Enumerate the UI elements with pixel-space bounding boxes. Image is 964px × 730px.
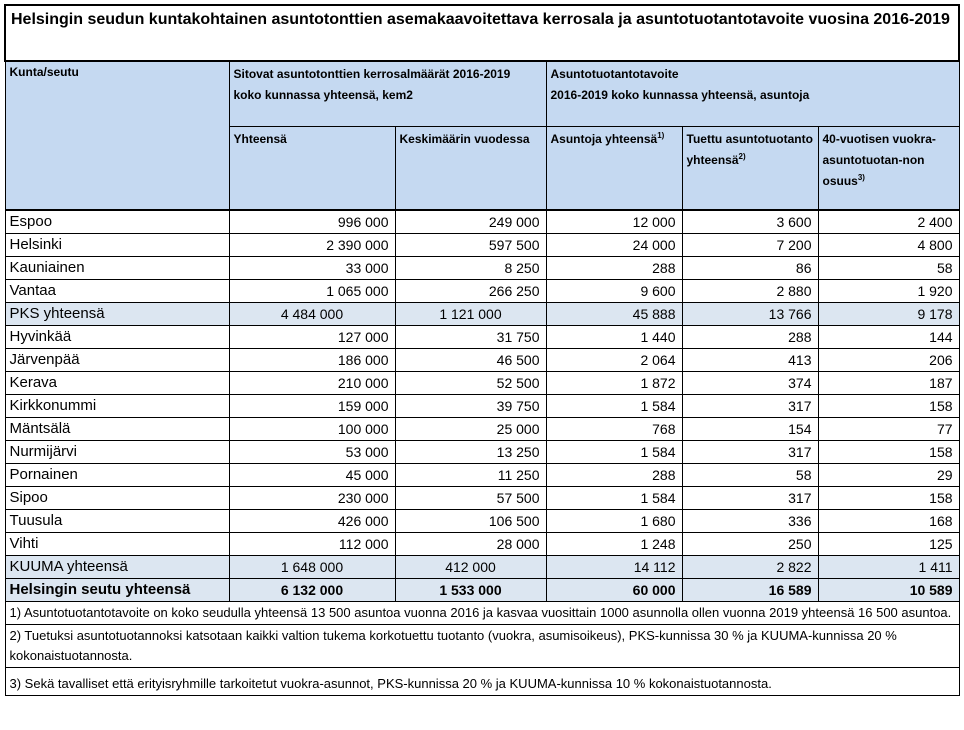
cell-asuntoja: 24 000 [546, 234, 682, 257]
cell-asuntoja: 45 888 [546, 303, 682, 326]
cell-tuettu: 3 600 [682, 210, 818, 234]
cell-tuettu: 7 200 [682, 234, 818, 257]
row-name: Kirkkonummi [5, 395, 229, 418]
footnote-row [5, 625, 959, 668]
cell-tuettu: 250 [682, 533, 818, 556]
cell-tuettu: 336 [682, 510, 818, 533]
cell-yhteensa: 1 065 000 [229, 280, 395, 303]
cell-tuettu: 317 [682, 487, 818, 510]
footnote-ref-2: 2) [738, 152, 746, 161]
cell-keskimaarin: 57 500 [395, 487, 546, 510]
subtotal-row-pks [5, 303, 959, 326]
cell-asuntoja: 1 440 [546, 326, 682, 349]
cell-vuokra-osuus: 144 [818, 326, 959, 349]
table-row [5, 280, 959, 303]
row-name: Kerava [5, 372, 229, 395]
cell-yhteensa: 100 000 [229, 418, 395, 441]
cell-yhteensa: 127 000 [229, 326, 395, 349]
cell-yhteensa: 159 000 [229, 395, 395, 418]
cell-keskimaarin: 11 250 [395, 464, 546, 487]
cell-keskimaarin: 8 250 [395, 257, 546, 280]
footnote-1: 1) Asuntotuotantotavoite on koko seudulla yhteensä 13 500 asuntoa vuonna 2016 ja kasvaa vuosittain 1000 asunnolla ollen vuonna 2019 yhteensä 16 500 asuntoa. [5, 602, 959, 625]
header-group-kerrosala-line1: Sitovat asuntotonttien kerrosalmäärät 2016-2019 [233, 67, 511, 81]
cell-asuntoja: 2 064 [546, 349, 682, 372]
header-group-asuntotuotanto-line1: Asuntotuotantotavoite [550, 67, 679, 81]
cell-tuettu: 154 [682, 418, 818, 441]
row-name: Hyvinkää [5, 326, 229, 349]
table-row [5, 257, 959, 280]
cell-keskimaarin: 1 121 000 [395, 303, 546, 326]
cell-vuokra-osuus: 125 [818, 533, 959, 556]
cell-keskimaarin: 597 500 [395, 234, 546, 257]
cell-yhteensa: 6 132 000 [229, 579, 395, 602]
cell-yhteensa: 45 000 [229, 464, 395, 487]
subtotal-row-kuuma [5, 556, 959, 579]
total-row [5, 579, 959, 602]
cell-tuettu: 413 [682, 349, 818, 372]
data-table [4, 4, 960, 696]
cell-yhteensa: 2 390 000 [229, 234, 395, 257]
cell-vuokra-osuus: 58 [818, 257, 959, 280]
header-asuntoja [546, 127, 682, 211]
cell-asuntoja: 12 000 [546, 210, 682, 234]
cell-keskimaarin: 39 750 [395, 395, 546, 418]
cell-yhteensa: 230 000 [229, 487, 395, 510]
header-yhteensa: Yhteensä [229, 127, 395, 211]
table-row [5, 510, 959, 533]
row-name: Mäntsälä [5, 418, 229, 441]
cell-vuokra-osuus: 158 [818, 487, 959, 510]
footnote-ref-3: 3) [857, 173, 865, 182]
footnote-ref-1: 1) [657, 131, 665, 140]
cell-vuokra-osuus: 1 920 [818, 280, 959, 303]
cell-yhteensa: 4 484 000 [229, 303, 395, 326]
cell-tuettu: 2 822 [682, 556, 818, 579]
table-row [5, 487, 959, 510]
row-name: Kauniainen [5, 257, 229, 280]
table-row [5, 372, 959, 395]
cell-vuokra-osuus: 187 [818, 372, 959, 395]
table-row [5, 441, 959, 464]
cell-tuettu: 13 766 [682, 303, 818, 326]
header-group-asuntotuotanto [546, 61, 959, 127]
cell-asuntoja: 1 248 [546, 533, 682, 556]
header-group-kerrosala [229, 61, 546, 127]
cell-tuettu: 16 589 [682, 579, 818, 602]
cell-vuokra-osuus: 77 [818, 418, 959, 441]
cell-keskimaarin: 249 000 [395, 210, 546, 234]
footnote-2: 2) Tuetuksi asuntotuotannoksi katsotaan kaikki valtion tukema korkotuettu tuotanto (vuokra, asumisoikeus), PKS-kunnissa 30 % ja KUUMA-kunnissa 20 % kokonaistuotannosta. [5, 625, 959, 668]
row-name: Pornainen [5, 464, 229, 487]
cell-asuntoja: 1 584 [546, 487, 682, 510]
table-row [5, 349, 959, 372]
cell-vuokra-osuus: 158 [818, 395, 959, 418]
cell-keskimaarin: 28 000 [395, 533, 546, 556]
cell-tuettu: 2 880 [682, 280, 818, 303]
row-name: Vihti [5, 533, 229, 556]
cell-vuokra-osuus: 158 [818, 441, 959, 464]
cell-vuokra-osuus: 206 [818, 349, 959, 372]
cell-asuntoja: 1 680 [546, 510, 682, 533]
cell-vuokra-osuus: 10 589 [818, 579, 959, 602]
table-row [5, 234, 959, 257]
table-title: Helsingin seudun kuntakohtainen asuntotonttien asemakaavoitettava kerrosala ja asuntotuotantotavoite vuosina 2016-2019 [5, 5, 959, 61]
header-kunta: Kunta/seutu [5, 61, 229, 210]
spreadsheet-table [4, 4, 958, 696]
footnote-row [5, 602, 959, 625]
table-row [5, 395, 959, 418]
header-tuettu-label: Tuettu asuntotuotanto yhteensä [686, 132, 813, 167]
cell-yhteensa: 186 000 [229, 349, 395, 372]
cell-keskimaarin: 31 750 [395, 326, 546, 349]
cell-asuntoja: 1 872 [546, 372, 682, 395]
cell-asuntoja: 60 000 [546, 579, 682, 602]
footnote-row [5, 668, 959, 696]
header-keskimaarin: Keskimäärin vuodessa [395, 127, 546, 211]
cell-keskimaarin: 25 000 [395, 418, 546, 441]
cell-asuntoja: 1 584 [546, 441, 682, 464]
footnote-3: 3) Sekä tavalliset että erityisryhmille tarkoitetut vuokra-asunnot, PKS-kunnissa 20 % ja KUUMA-kunnissa 10 % kokonaistuotannosta. [5, 668, 959, 696]
cell-tuettu: 86 [682, 257, 818, 280]
header-vuokra-osuus-label: 40-vuotisen vuokra-asuntotuotan-non osuus [822, 132, 936, 188]
table-row [5, 533, 959, 556]
cell-keskimaarin: 266 250 [395, 280, 546, 303]
cell-keskimaarin: 412 000 [395, 556, 546, 579]
cell-keskimaarin: 1 533 000 [395, 579, 546, 602]
header-group-kerrosala-line2: koko kunnassa yhteensä, kem2 [233, 88, 413, 102]
header-group-asuntotuotanto-line2: 2016-2019 koko kunnassa yhteensä, asuntoja [550, 88, 810, 102]
row-name: PKS yhteensä [5, 303, 229, 326]
row-name: Vantaa [5, 280, 229, 303]
cell-yhteensa: 33 000 [229, 257, 395, 280]
cell-keskimaarin: 13 250 [395, 441, 546, 464]
cell-tuettu: 317 [682, 395, 818, 418]
cell-tuettu: 58 [682, 464, 818, 487]
table-row [5, 326, 959, 349]
cell-vuokra-osuus: 2 400 [818, 210, 959, 234]
row-name: Nurmijärvi [5, 441, 229, 464]
row-name: KUUMA yhteensä [5, 556, 229, 579]
row-name: Espoo [5, 210, 229, 234]
cell-yhteensa: 1 648 000 [229, 556, 395, 579]
cell-tuettu: 317 [682, 441, 818, 464]
row-name: Tuusula [5, 510, 229, 533]
cell-asuntoja: 9 600 [546, 280, 682, 303]
cell-vuokra-osuus: 29 [818, 464, 959, 487]
cell-asuntoja: 14 112 [546, 556, 682, 579]
cell-yhteensa: 210 000 [229, 372, 395, 395]
cell-keskimaarin: 46 500 [395, 349, 546, 372]
cell-yhteensa: 996 000 [229, 210, 395, 234]
cell-asuntoja: 768 [546, 418, 682, 441]
row-name: Helsingin seutu yhteensä [5, 579, 229, 602]
cell-vuokra-osuus: 4 800 [818, 234, 959, 257]
cell-yhteensa: 53 000 [229, 441, 395, 464]
cell-asuntoja: 288 [546, 257, 682, 280]
row-name: Sipoo [5, 487, 229, 510]
cell-tuettu: 288 [682, 326, 818, 349]
table-row [5, 464, 959, 487]
table-row [5, 418, 959, 441]
cell-keskimaarin: 52 500 [395, 372, 546, 395]
cell-asuntoja: 1 584 [546, 395, 682, 418]
cell-yhteensa: 112 000 [229, 533, 395, 556]
row-name: Järvenpää [5, 349, 229, 372]
cell-yhteensa: 426 000 [229, 510, 395, 533]
header-asuntoja-label: Asuntoja yhteensä [550, 132, 658, 146]
cell-keskimaarin: 106 500 [395, 510, 546, 533]
header-vuokra-osuus [818, 127, 959, 211]
cell-vuokra-osuus: 1 411 [818, 556, 959, 579]
cell-tuettu: 374 [682, 372, 818, 395]
cell-vuokra-osuus: 168 [818, 510, 959, 533]
table-row [5, 210, 959, 234]
header-tuettu [682, 127, 818, 211]
row-name: Helsinki [5, 234, 229, 257]
cell-vuokra-osuus: 9 178 [818, 303, 959, 326]
cell-asuntoja: 288 [546, 464, 682, 487]
